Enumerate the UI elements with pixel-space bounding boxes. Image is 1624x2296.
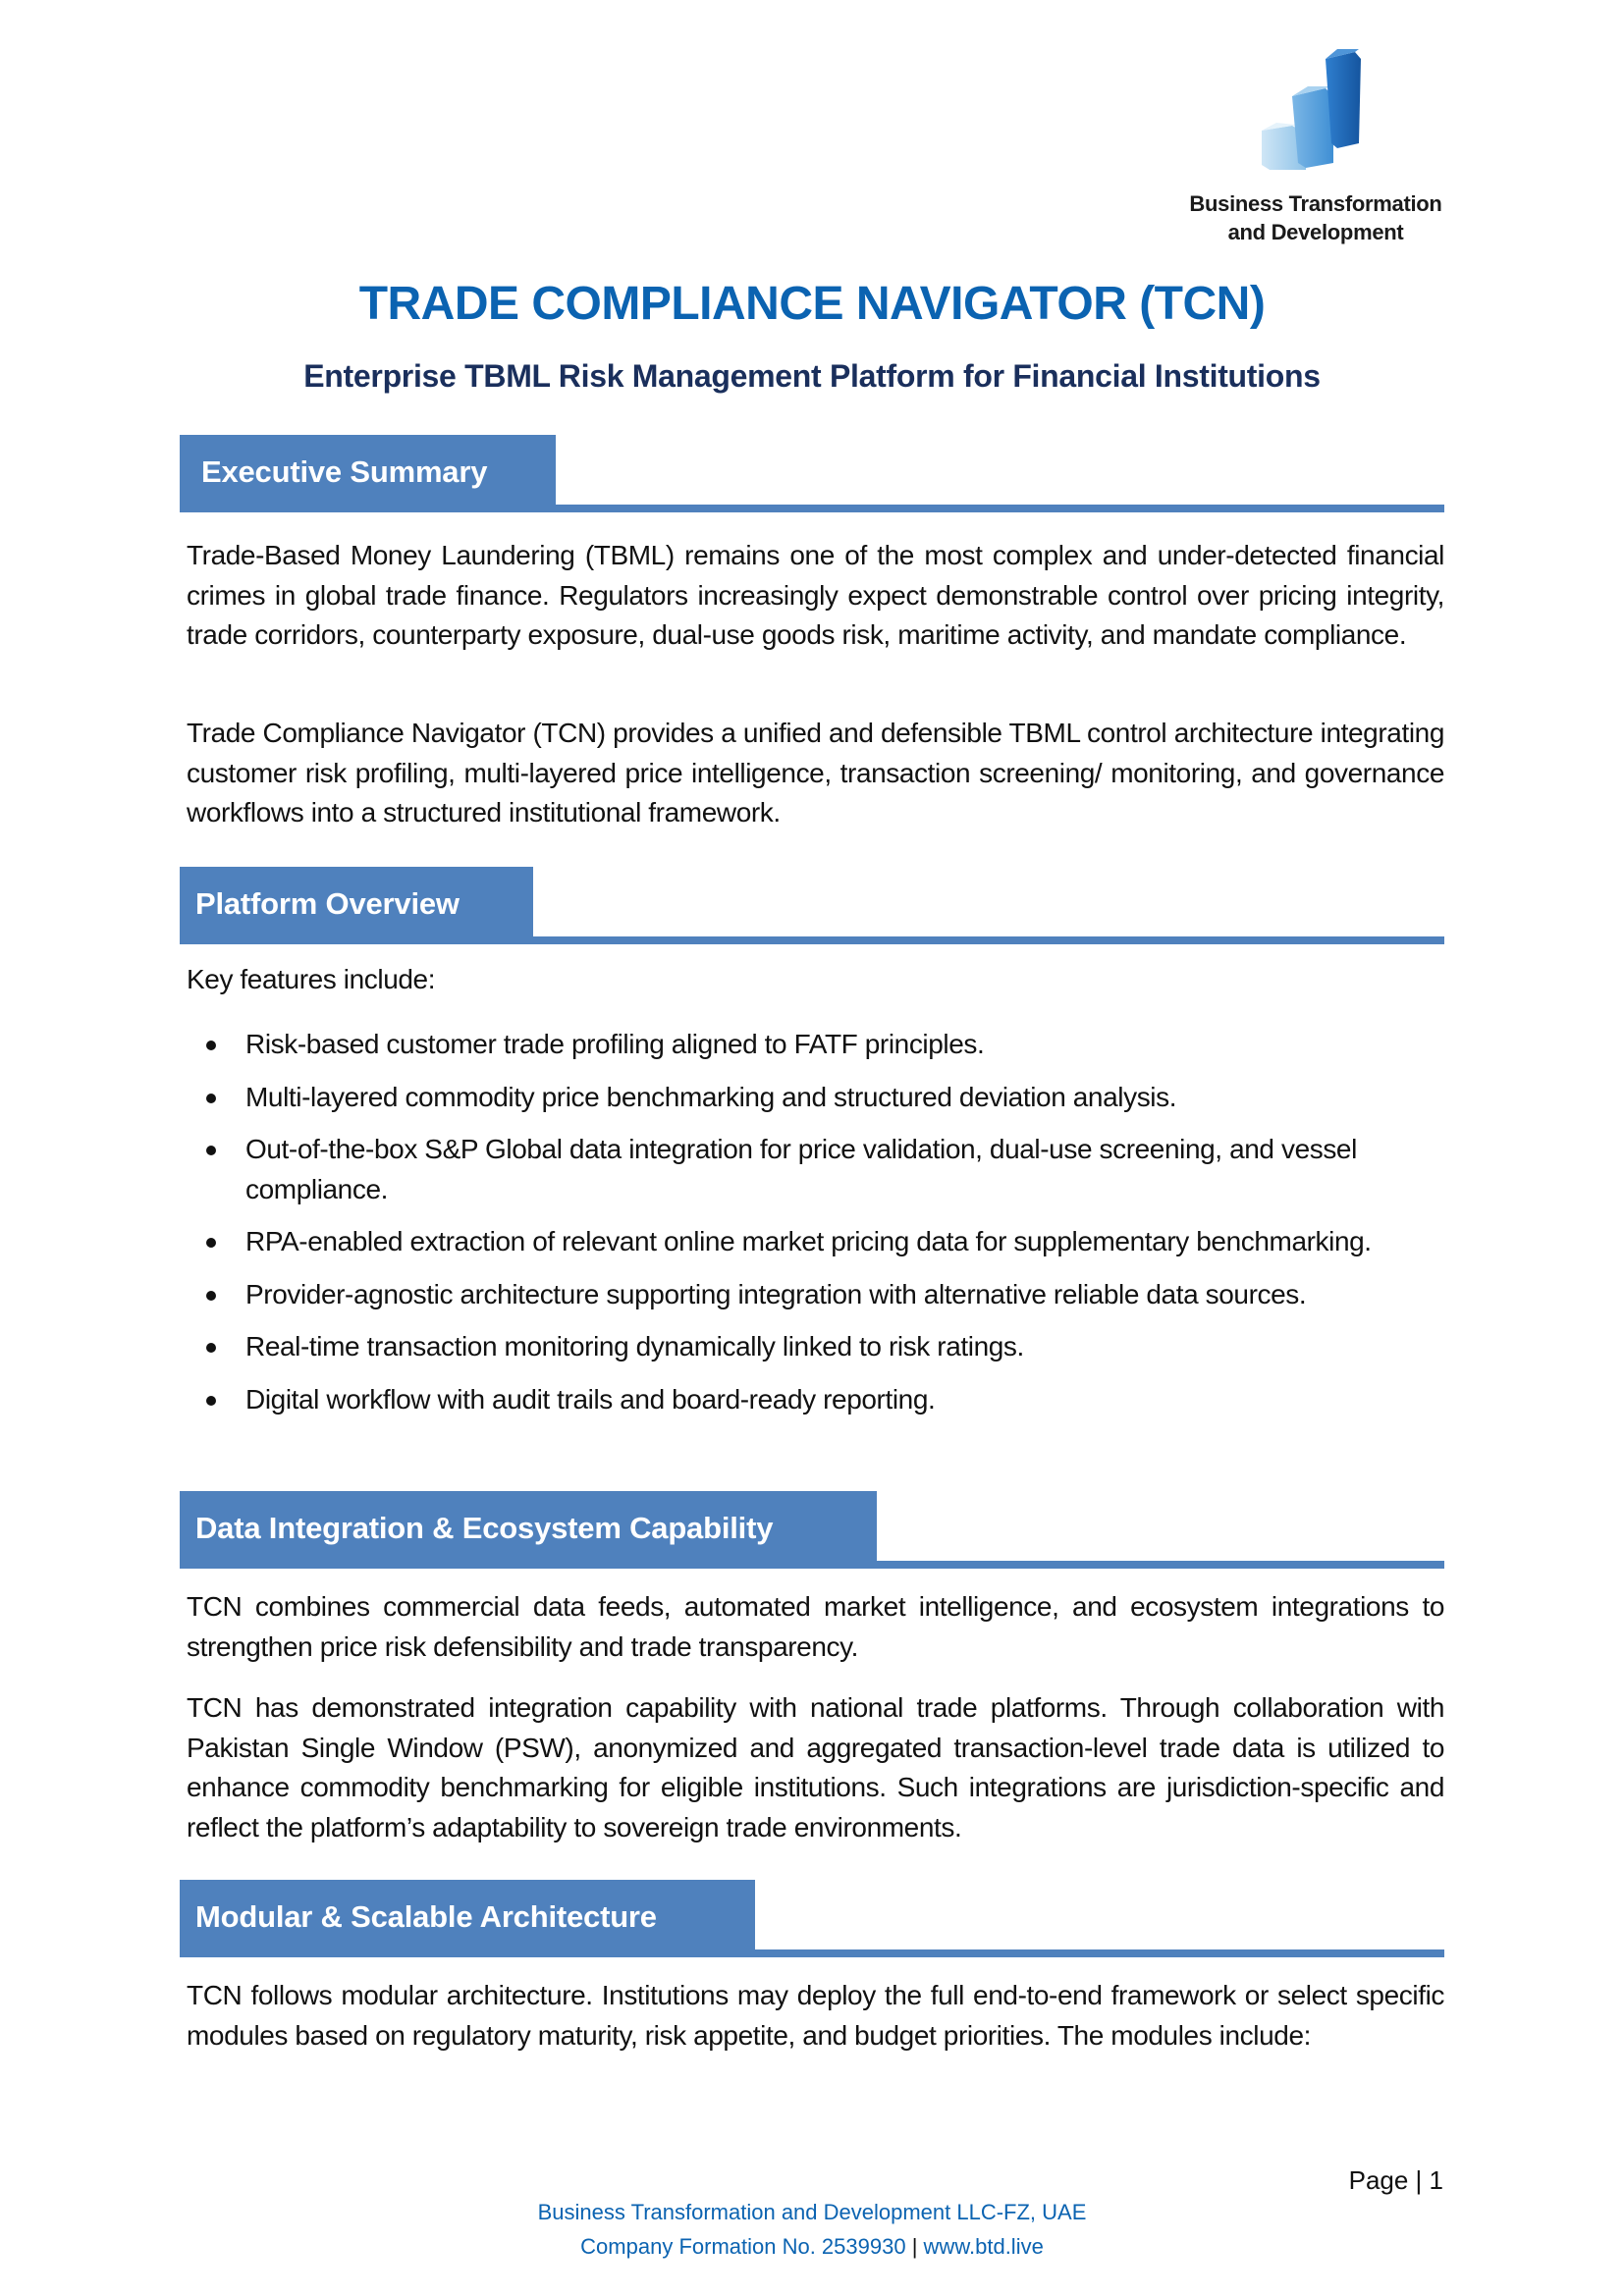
list-item: Multi-layered commodity price benchmarking and structured deviation analysis. xyxy=(196,1078,1444,1118)
company-logo xyxy=(1168,47,1463,253)
section-title: Executive Summary xyxy=(201,454,488,489)
features-intro: Key features include: xyxy=(187,964,436,994)
bullet-icon xyxy=(206,1291,216,1301)
list-item: Risk-based customer trade profiling aligned to FATF principles. xyxy=(196,1025,1444,1065)
section-heading-platform-overview xyxy=(180,867,1444,945)
bullet-icon xyxy=(206,1343,216,1353)
footer-registration xyxy=(0,2234,1624,2260)
document-subtitle: Enterprise TBML Risk Management Platform for Financial Institutions xyxy=(303,358,1321,394)
logo-line-2: and Development xyxy=(1227,220,1404,244)
bullet-icon xyxy=(206,1146,216,1155)
paragraph: Trade-Based Money Laundering (TBML) remains one of the most complex and under-detected financial crimes in global trade finance. Regulators increasingly expect demonstrable control over pricing integrity, trade corridors, counterparty exposure, dual-use goods risk, maritime activity, and mandate compliance. xyxy=(187,540,1444,650)
bullet-icon xyxy=(206,1094,216,1103)
document-title: TRADE COMPLIANCE NAVIGATOR (TCN) xyxy=(358,278,1266,330)
footer-formation-number: Company Formation No. 2539930 xyxy=(580,2234,906,2259)
section-title: Platform Overview xyxy=(195,886,460,921)
list-item: RPA-enabled extraction of relevant online market pricing data for supplementary benchmarking. xyxy=(196,1222,1444,1262)
section-heading-executive-summary xyxy=(180,435,1444,513)
section-heading-data-integration xyxy=(180,1491,1444,1570)
bullet-icon xyxy=(206,1041,216,1050)
logo-line-1: Business Transformation xyxy=(1189,191,1442,216)
page-number: Page | 1 xyxy=(1348,2165,1443,2195)
list-item: Real-time transaction monitoring dynamically linked to risk ratings. xyxy=(196,1327,1444,1367)
list-item: Provider-agnostic architecture supporting integration with alternative reliable data sources. xyxy=(196,1275,1444,1315)
paragraph: TCN has demonstrated integration capability with national trade platforms. Through collaboration with Pakistan Single Window (PSW), anonymized and aggregated transaction-level trade data is utilized to enhance commodity benchmarking for eligible institutions. Such integrations are jurisdiction-specific and reflect the platform’s adaptability to sovereign trade environments. xyxy=(187,1692,1444,1842)
section-band xyxy=(180,867,533,944)
section-heading-modular-architecture xyxy=(180,1880,1444,1958)
paragraph: TCN follows modular architecture. Institutions may deploy the full end-to-end framework or select specific modules based on regulatory maturity, risk appetite, and budget priorities. The modules include: xyxy=(187,1980,1444,2051)
footer-separator: | xyxy=(905,2234,924,2259)
section-title: Data Integration & Ecosystem Capability xyxy=(195,1511,774,1545)
section-band xyxy=(180,1491,877,1569)
bar-chart-3d-icon xyxy=(1257,47,1375,170)
paragraph: TCN combines commercial data feeds, automated market intelligence, and ecosystem integrations to strengthen price risk defensibility and trade transparency. xyxy=(187,1591,1444,1662)
logo-text xyxy=(1168,189,1463,246)
paragraph: Trade Compliance Navigator (TCN) provides a unified and defensible TBML control architecture integrating customer risk profiling, multi-layered price intelligence, transaction screening/ monitoring, and governance workflows into a structured institutional framework. xyxy=(187,718,1444,828)
bullet-icon xyxy=(206,1238,216,1248)
bullet-icon xyxy=(206,1396,216,1406)
section-band xyxy=(180,1880,755,1957)
section-band xyxy=(180,435,556,512)
footer-company: Business Transformation and Development LLC-FZ, UAE xyxy=(537,2200,1087,2224)
section-title: Modular & Scalable Architecture xyxy=(195,1899,657,1934)
footer-website-link[interactable]: www.btd.live xyxy=(923,2234,1044,2259)
list-item: Digital workflow with audit trails and board-ready reporting. xyxy=(196,1380,1444,1420)
features-list xyxy=(196,1025,1444,1432)
list-item: Out-of-the-box S&P Global data integration for price validation, dual-use screening, and vessel compliance. xyxy=(196,1130,1444,1209)
